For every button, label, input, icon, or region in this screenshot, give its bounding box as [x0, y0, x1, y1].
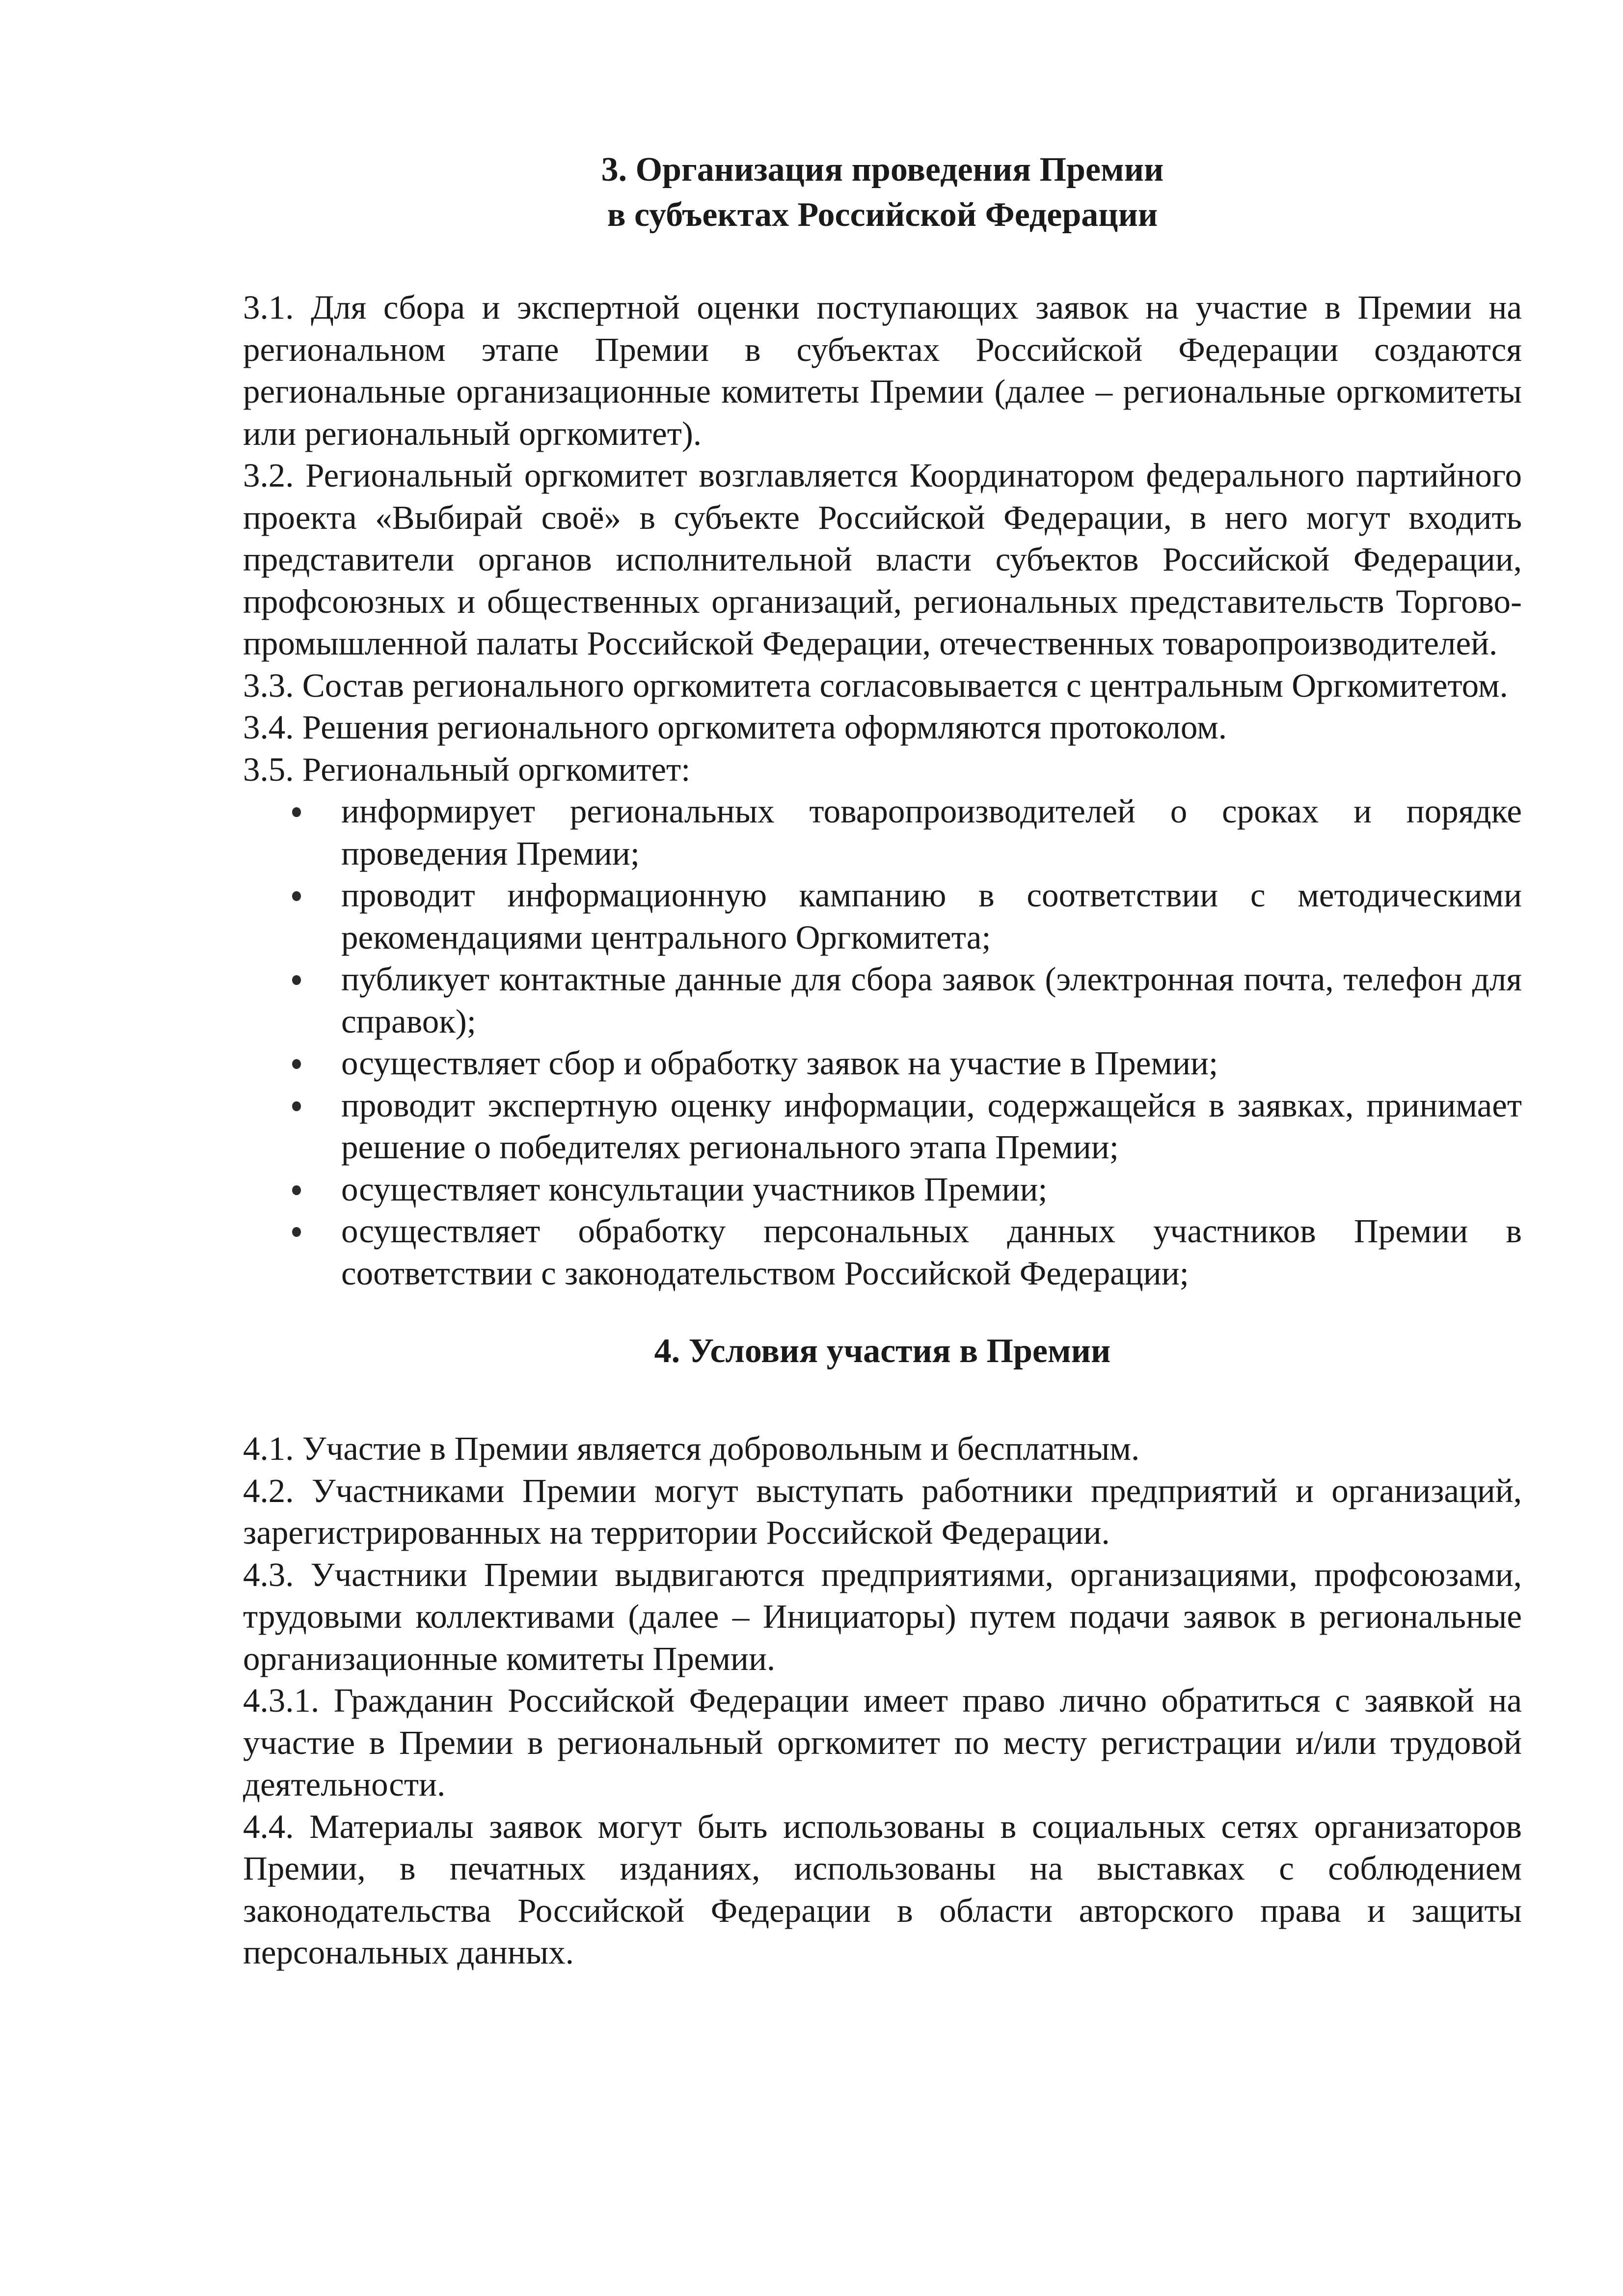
document-page: [243, 147, 1522, 1974]
section-4-heading: 4. Условия участия в Премии: [654, 1332, 1111, 1370]
list-item: [243, 958, 1522, 1042]
clause-4-4: 4.4. Материалы заявок могут быть использованы в социальных сетях организаторов Премии, в печатных изданиях, использованы на выставках с соблюдением законодательства Российской Федерации в области авторского права и защиты персональных данных.: [243, 1807, 1522, 1971]
clause-3-2: 3.2. Региональный оргкомитет возглавляется Координатором федерального партийного проекта «Выбирай своё» в субъекте Российской Федерации, в него могут входить представители органов исполнительной власти субъектов Российской Федерации, профсоюзных и общественных организаций, региональных представительств Торгово-промышленной палаты Российской Федерации, отечественных товаропроизводителей.: [243, 457, 1522, 662]
list-item: [243, 1085, 1522, 1169]
clause-4-1: 4.1. Участие в Премии является добровольным и бесплатным.: [243, 1430, 1140, 1467]
list-item-text: осуществляет консультации участников Премии;: [341, 1170, 1048, 1208]
list-item: [243, 1169, 1522, 1211]
list-item: [243, 791, 1522, 875]
clause-3-4: 3.4. Решения регионального оргкомитета оформляются протоколом.: [243, 709, 1227, 746]
list-item-text: проводит экспертную оценку информации, содержащейся в заявках, принимает решение о победителях регионального этапа Премии;: [341, 1086, 1522, 1166]
list-item-text: осуществляет обработку персональных данных участников Премии в соответствии с законодательством Российской Федерации;: [341, 1212, 1522, 1292]
list-item-text: публикует контактные данные для сбора заявок (электронная почта, телефон для справок);: [341, 960, 1522, 1040]
bullet-icon: [292, 1101, 301, 1111]
list-item: [243, 875, 1522, 958]
clause-3-5: 3.5. Региональный оргкомитет:: [243, 750, 691, 788]
bullet-icon: [292, 975, 301, 985]
list-item: [243, 1042, 1522, 1085]
clause-4-2: 4.2. Участниками Премии могут выступать работники предприятий и организаций, зарегистрированных на территории Российской Федерации.: [243, 1472, 1522, 1551]
section-3-body: [243, 287, 1522, 1294]
section-4-body: [243, 1428, 1522, 1974]
committee-duties-list: [243, 791, 1522, 1294]
clause-3-3: 3.3. Состав регионального оргкомитета согласовывается с центральным Оргкомитетом.: [243, 666, 1508, 704]
clause-4-3: 4.3. Участники Премии выдвигаются предприятиями, организациями, профсоюзами, трудовыми коллективами (далее – Инициаторы) путем подачи заявок в региональные организационные комитеты Премии.: [243, 1556, 1522, 1677]
section-3-heading: [243, 147, 1522, 238]
list-item-text: информирует региональных товаропроизводителей о сроках и порядке проведения Премии;: [341, 793, 1522, 872]
list-item-text: проводит информационную кампанию в соответствии с методическими рекомендациями центрального Оргкомитета;: [341, 876, 1522, 956]
section-3-title-line-1: 3. Организация проведения Премии: [601, 151, 1164, 189]
clause-3-1: 3.1. Для сбора и экспертной оценки поступающих заявок на участие в Премии на региональном этапе Премии в субъектах Российской Федерации создаются региональные организационные комитеты Премии (далее – региональные оргкомитеты или региональный оргкомитет).: [243, 289, 1522, 452]
bullet-icon: [292, 1185, 301, 1195]
list-item-text: осуществляет сбор и обработку заявок на участие в Премии;: [341, 1044, 1218, 1082]
list-item: [243, 1210, 1522, 1294]
bullet-icon: [292, 891, 301, 901]
section-3-title-line-2: в субъектах Российской Федерации: [607, 196, 1158, 234]
bullet-icon: [292, 1059, 301, 1069]
clause-4-3-1: 4.3.1. Гражданин Российской Федерации имеет право лично обратиться с заявкой на участие в Премии в региональный оргкомитет по месту регистрации и/или трудовой деятельности.: [243, 1682, 1522, 1803]
bullet-icon: [292, 1227, 301, 1237]
bullet-icon: [292, 807, 301, 817]
